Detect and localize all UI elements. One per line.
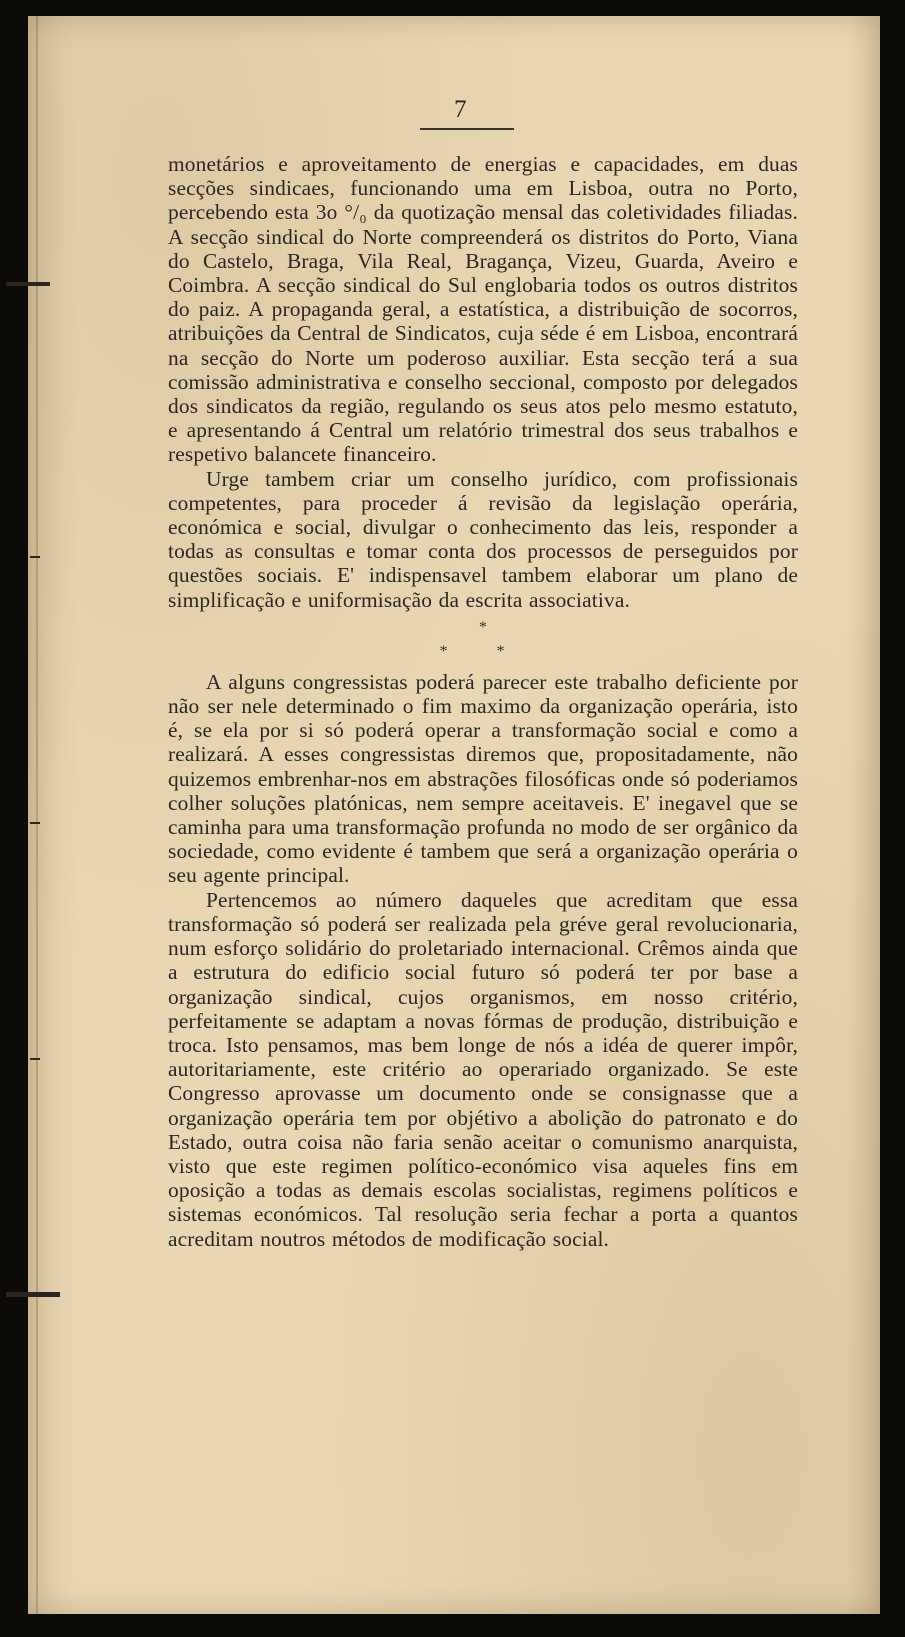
binding-mark [30, 556, 40, 558]
binding-mark [6, 1292, 60, 1297]
binding-fold [36, 16, 38, 1614]
binding-mark [6, 282, 50, 286]
section-separator-bottom: * * [439, 642, 527, 660]
paragraph-3: A alguns congressistas poderá parecer este trabalho deficiente por não ser nele determinado o fim maximo da organização operária, isto é, se ela por si só poderá operar a transformação social e como a realizará. A esses congressistas diremos que, propositadamente, não quizemos embrenhar-nos em abstrações filosóficas onde só poderiamos colher soluções platónicas, nem sempre aceitaveis. E' inegavel que se caminha para uma transformação profunda no modo de ser orgânico da sociedade, como evidente é tambem que será a organização operária o seu agente principal. [168, 669, 798, 888]
body-text [168, 152, 798, 1251]
binding-mark [30, 822, 40, 824]
binding-mark [30, 1058, 40, 1060]
paragraph-4: Pertencemos ao número daqueles que acreditam que essa transformação só poderá ser realizada pela gréve geral revolucionaria, num esforço solidário do proletariado internacional. Crêmos ainda que a estrutura do edificio social futuro só poderá ter por base a organização sindical, cujos organismos, em nosso critério, perfeitamente se adaptam a novas fórmas de produção, distribuição e troca. Isto pensamos, mas bem longe de nós a idéa de querer impôr, autoritariamente, este critério ao operariado organizado. Se este Congresso aprovasse um documento onde se consignasse que a organização operária tem por objétivo a abolição do patronato e do Estado, outra coisa não faria senão aceitar o comunismo anarquista, visto que este regimen político-económico visa aqueles fins em oposição a todas as demais escolas socialistas, regimens políticos e sistemas económicos. Tal resolução seria fechar a porta a quantos acreditam noutros métodos de modificação social. [168, 887, 798, 1251]
page-number-rule [420, 128, 514, 130]
paragraph-1: monetários e aproveitamento de energias e capacidades, em duas secções sindicaes, funcionando uma em Lisboa, outra no Porto, percebendo esta 3o °/₀ da quotização mensal das coletividades filiadas. A secção sindical do Norte compreenderá os distritos do Porto, Viana do Castelo, Braga, Vila Real, Bragança, Vizeu, Guarda, Aveiro e Coimbra. A secção sindical do Sul englobaria todos os outros distritos do paiz. A propaganda geral, a estatística, a distribuição de socorros, atribuições da Central de Sindicatos, cuja séde é em Lisboa, encontrará na secção do Norte um poderoso auxiliar. Esta secção terá a sua comissão administrativa e conselho seccional, composto por delegados dos sindicatos da região, regulando os seus atos pelo mesmo estatuto, e apresentando á Central um relatório trimestral dos seus trabalhos e respetivo balancete financeiro. [168, 152, 798, 467]
paragraph-2: Urge tambem criar um conselho jurídico, com profissionais competentes, para proceder á revisão da legislação operária, económica e social, divulgar o conhecimento das leis, responder a todas as consultas e tomar conta dos processos de perseguidos por questões sociais. E' indispensavel tambem elaborar um plano de simplificação e uniformisação da escrita associativa. [168, 466, 798, 612]
page-number: 7 [454, 96, 467, 123]
section-separator-top: * [478, 618, 488, 636]
